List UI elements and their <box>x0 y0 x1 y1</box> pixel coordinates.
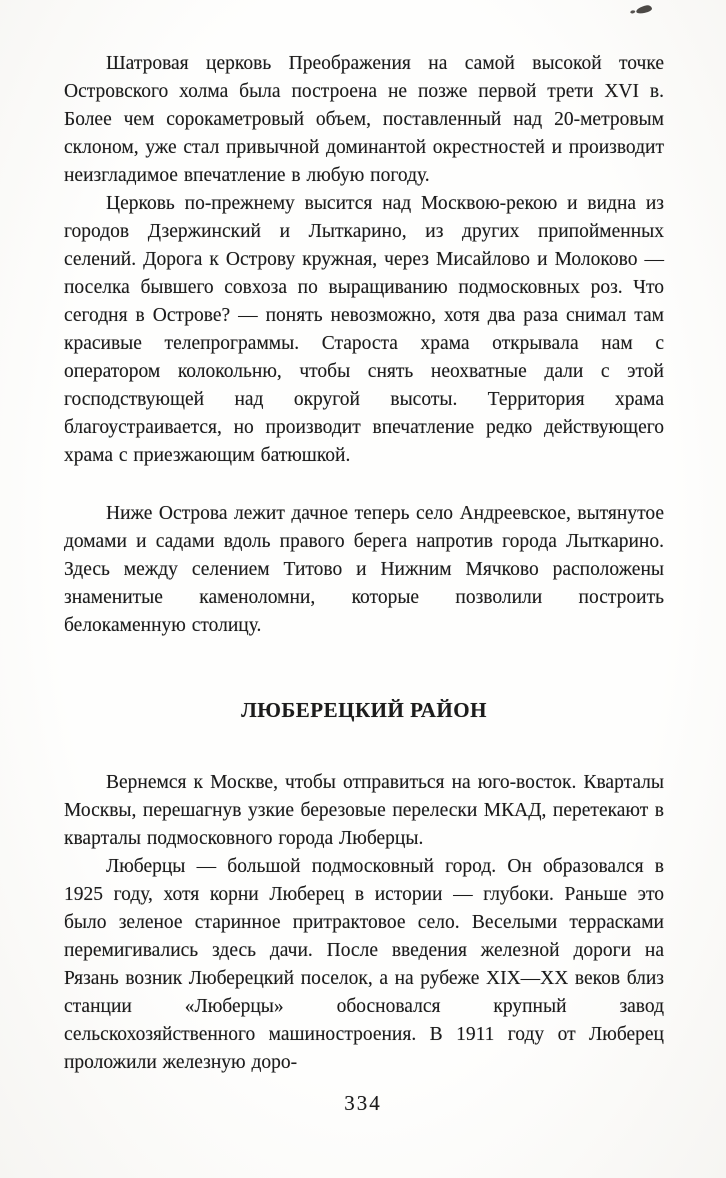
paragraph-lyubertsy-history: Люберцы — большой подмосковный город. Он образовался в 1925 году, хотя корни Люберец в истории — глубоки. Раньше это было зеленое старинное притрактовое село. Веселыми террасками перемигивались здесь дачи. После введения железной дороги на Рязань возник Люберецкий поселок, а на рубеже XIX—XX веков близ станции «Люберцы» обосновался крупный завод сельскохозяйственного машиностроения. В 1911 году от Люберец проложили железную доро- <box>64 856 664 1073</box>
paragraph-church-transfiguration: Шатровая церковь Преображения на самой высокой точке Островского холма была построена не позже первой трети XVI в. Более чем сорокаметровый объем, поставленный над 20-метровым склоном, уже стал привычной доминантой окрестностей и производит неизгладимое впечатление в любую погоду. <box>64 53 664 186</box>
section-heading-lyuberetsky-district: ЛЮБЕРЕЦКИЙ РАЙОН <box>241 698 487 722</box>
paragraph-return-to-moscow: Вернемся к Москве, чтобы отправиться на юго-восток. Кварталы Москвы, перешагнув узкие березовые перелески МКАД, перетекают в кварталы подмосковного города Люберцы. <box>64 772 664 849</box>
page-number: 334 <box>344 1091 382 1115</box>
ink-smudge-mark <box>635 4 652 14</box>
paragraph-church-view: Церковь по-прежнему высится над Москвою-рекою и видна из городов Дзержинский и Лыткарино, из других припойменных селений. Дорога к Острову кружная, через Мисайлово и Молоково — поселка бывшего совхоза по выращиванию подмосковных роз. Что сегодня в Острове? — понять невозможно, хотя два раза снимал там красивые телепрограммы. Староста храма открывала нам с оператором колокольню, чтобы снять неохватные дали с этой господствующей над округой высоты. Территория храма благоустраивается, но производит впечатление редко действующего храма с приезжающим батюшкой. <box>64 193 664 466</box>
paragraph-andreevskoye: Ниже Острова лежит дачное теперь село Андреевское, вытянутое домами и садами вдоль правого берега напротив города Лыткарино. Здесь между селением Титово и Нижним Мячково расположены знаменитые каменоломни, которые позволили построить белокаменную столицу. <box>64 503 664 636</box>
